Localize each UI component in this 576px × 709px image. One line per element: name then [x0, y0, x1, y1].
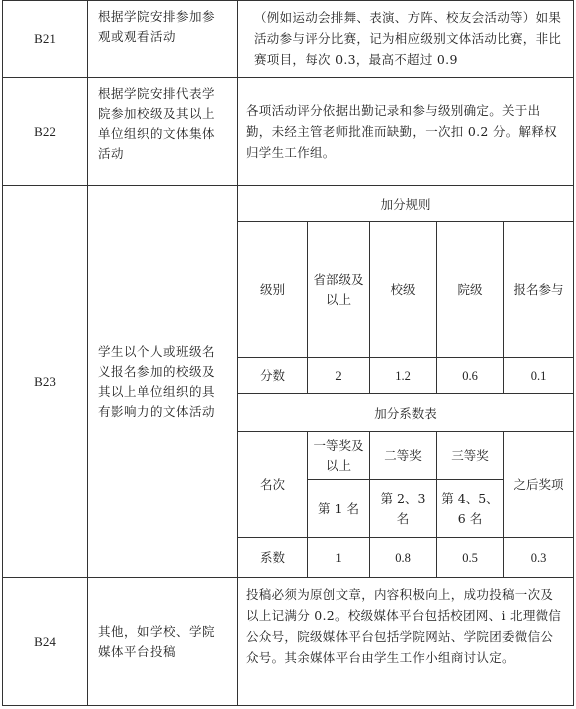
- score-registration: 0.1: [530, 368, 547, 383]
- level-provincial: 省部级及以上: [308, 222, 370, 358]
- level-header: 级别: [238, 222, 308, 358]
- award-after: 之后奖项: [504, 432, 573, 538]
- scoring-rules-title: 加分规则: [238, 186, 573, 222]
- coefficient-table: [238, 393, 573, 578]
- row-description: [88, 186, 238, 577]
- rank-first: 第 1 名: [308, 480, 370, 538]
- row-description: 根据学院安排参加参观或观看活动: [88, 1, 238, 77]
- coef-first: 1: [308, 538, 370, 578]
- row-description-text: 学生以个人或班级名义报名参加的校级及其以上单位组织的具有影响力的文体活动: [98, 343, 216, 419]
- row-code: B21: [3, 1, 88, 77]
- score-college: 0.6: [437, 358, 504, 393]
- row-code: B22: [3, 78, 88, 185]
- rank-second: 第 2、3 名: [370, 480, 437, 538]
- level-registration: 报名参与: [504, 222, 573, 358]
- coef-third: 0.5: [437, 538, 504, 578]
- scoring-rules-table: [238, 186, 573, 393]
- row-detail-text: 各项活动评分依据出勤记录和参与级别确定。关于出勤，未经主管老师批准而缺勤，一次扣 0.2 分。解释权归学生工作组。: [246, 103, 557, 160]
- row-code: B23: [3, 186, 88, 577]
- score-label: 分数: [238, 358, 308, 393]
- score-school: 1.2: [370, 358, 437, 393]
- row-detail: 投稿必须为原创文章，内容积极向上，成功投稿一次及以上记满分 0.2。校级媒体平台包括校团网、i 北理微信公众号，院级媒体平台包括学院网站、学院团委微信公众号。其余媒体平台由学生工作小组商讨认定。: [246, 587, 562, 665]
- level-college: 院级: [437, 222, 504, 358]
- award-first: 一等奖及以上: [308, 432, 370, 480]
- coefficient-title: 加分系数表: [238, 394, 573, 432]
- row-description: 根据学院安排代表学院参加校级及其以上单位组织的文体集体活动: [88, 78, 238, 185]
- coef-after: 0.3: [530, 551, 547, 565]
- row-description-text: 其他，如学校、学院媒体平台投稿: [98, 623, 216, 659]
- score-provincial: 2: [308, 358, 370, 393]
- rank-label: 名次: [238, 432, 308, 538]
- row-detail: （例如运动会排舞、表演、方阵、校友会活动等）如果活动参与评分比赛，记为相应级别文体活动比赛，非比赛项目，每次 0.3，最高不超过 0.9: [254, 10, 562, 67]
- coef-second: 0.8: [370, 538, 437, 578]
- table-row-b21: [3, 1, 573, 78]
- award-second: 二等奖: [370, 432, 437, 480]
- table-row-b22: [3, 78, 573, 186]
- table-row-b24: [3, 578, 573, 705]
- row-description: [88, 578, 238, 705]
- coef-label: 系数: [238, 538, 308, 578]
- level-school: 校级: [370, 222, 437, 358]
- table-row-b23: [3, 186, 573, 578]
- rank-third: 第 4、5、6 名: [437, 480, 504, 538]
- rules-table: [2, 0, 574, 706]
- award-third: 三等奖: [437, 432, 504, 480]
- row-code: B24: [3, 578, 88, 705]
- row-detail: [238, 78, 573, 185]
